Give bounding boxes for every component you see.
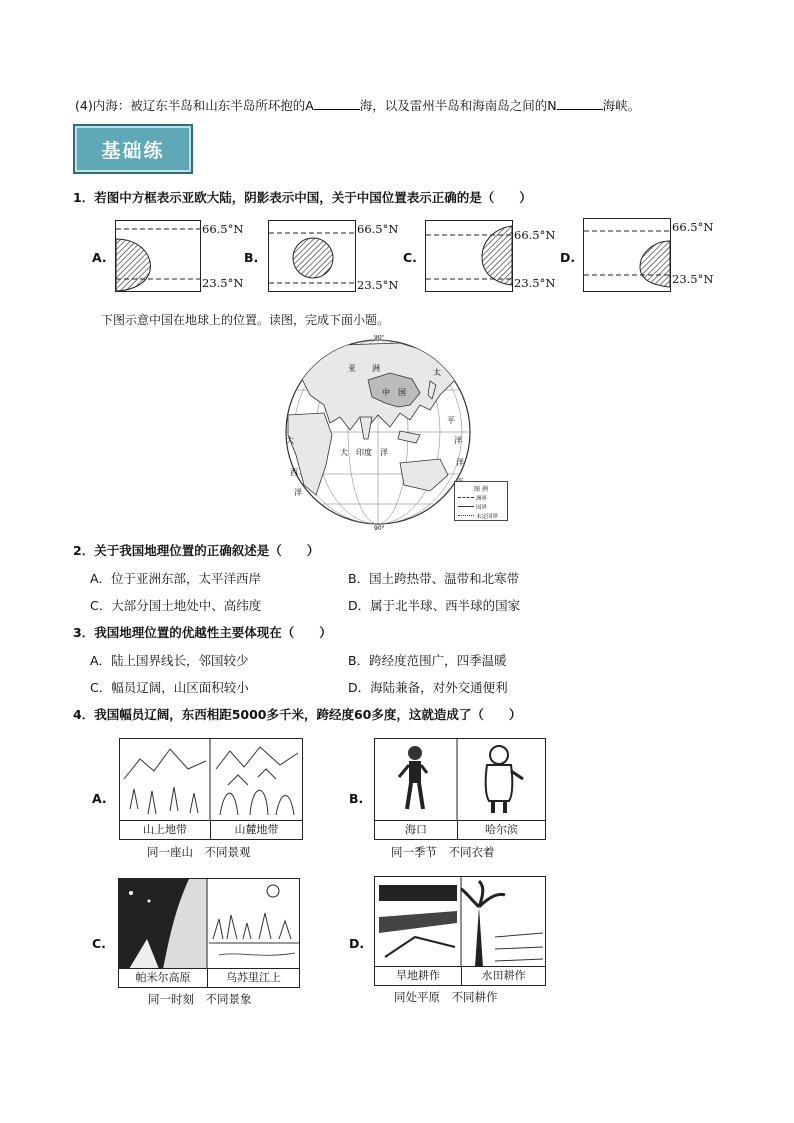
q4-b-drawing [375, 739, 545, 821]
globe-legend [454, 481, 508, 521]
q1-b-lat-low: 23.5°N [357, 278, 399, 292]
q3-option-d[interactable]: D．海陆兼备，对外交通便利 [348, 680, 508, 695]
q1-option-b-label: B. [244, 250, 259, 265]
q4-d-caption: 同处平原 不同耕作 [394, 990, 498, 1004]
section-tag-label: 基础练 [101, 140, 165, 162]
globe-lon-top: 90° [374, 335, 385, 341]
globe-east-a: 洋 [456, 458, 464, 467]
q4-b-caption: 同一季节 不同衣着 [391, 845, 495, 859]
q4-option-d-picture [374, 876, 546, 986]
map-intro: 下图示意中国在地球上的位置。读图，完成下面小题。 [101, 313, 390, 327]
q1-a-lat-low: 23.5°N [202, 276, 244, 290]
legend-title: 图 例 [474, 486, 488, 493]
legend-item-2 [458, 502, 507, 511]
q1-c-lat-high: 66.5°N [514, 228, 556, 242]
globe-indian-label: 大 印度 洋 [340, 448, 388, 457]
q1-option-d-figure [584, 219, 670, 291]
q4-d-right-label: 水田耕作 [462, 966, 545, 985]
legend-text-3: 未定国界 [476, 513, 499, 520]
globe-west-b: 西 [290, 468, 298, 477]
q4-option-b-picture [374, 738, 546, 840]
q1-option-a-label: A. [92, 250, 107, 265]
globe-west-a: 大 [286, 436, 294, 445]
q1-option-a-box [115, 220, 201, 292]
q1-option-a-figure [116, 221, 200, 291]
legend-text-1: 洲界 [476, 495, 488, 502]
intro-text-1: (4)内海：被辽东半岛和山东半岛所环抱的A [75, 98, 314, 113]
q4-d-drawing [375, 877, 545, 967]
q1-option-b-box [268, 220, 356, 292]
blank-n [557, 97, 603, 110]
q4-option-c-picture [118, 878, 300, 988]
q1-b-lat-high: 66.5°N [357, 222, 399, 236]
q2-stem: 2．关于我国地理位置的正确叙述是（ ） [73, 543, 320, 558]
q2-option-d[interactable]: D．属于北半球、西半球的国家 [348, 598, 521, 613]
q4-d-left-label: 旱地耕作 [375, 966, 462, 985]
q2-option-a[interactable]: A．位于亚洲东部，太平洋西岸 [90, 571, 262, 586]
intro-text-3: 海峡。 [602, 98, 641, 113]
blank-a [314, 97, 360, 110]
globe-lon-bottom: 90° [374, 525, 385, 530]
q3-stem: 3．我国地理位置的优越性主要体现在（ ） [73, 625, 332, 640]
section-tag [73, 124, 193, 174]
q3-option-c[interactable]: C．幅员辽阔，山区面积较小 [90, 680, 249, 695]
intro-line [75, 97, 640, 114]
globe-pacific-2: 平 [447, 416, 455, 425]
q4-a-right-label: 山麓地带 [211, 820, 302, 839]
q4-c-left-label: 帕米尔高原 [119, 968, 208, 987]
q4-a-caption: 同一座山 不同景观 [147, 845, 251, 859]
q3-option-a[interactable]: A．陆上国界线长，邻国较少 [90, 653, 249, 668]
q1-option-b-figure [269, 221, 355, 291]
q3-option-b[interactable]: B．跨经度范围广，四季温暖 [348, 653, 507, 668]
q4-a-drawing [120, 739, 302, 821]
q2-option-c[interactable]: C．大部分国土地处中、高纬度 [90, 598, 262, 613]
legend-symbol-3 [458, 515, 474, 516]
q1-option-c-box [425, 220, 513, 292]
q4-c-right-label: 乌苏里江上 [208, 968, 299, 987]
globe-pacific-3: 洋 [454, 436, 462, 445]
q1-a-lat-high: 66.5°N [202, 222, 244, 236]
q1-option-d-label: D. [560, 250, 576, 265]
q4-c-caption: 同一时刻 不同景象 [148, 992, 252, 1006]
q4-option-a-picture [119, 738, 303, 840]
q4-option-a-label[interactable]: A. [92, 791, 107, 806]
legend-symbol-1 [458, 497, 474, 498]
q4-c-drawing [119, 879, 299, 969]
legend-item-1 [458, 493, 507, 502]
q1-d-lat-low: 23.5°N [672, 272, 714, 286]
globe-pacific-1: 太 [433, 368, 441, 377]
q4-option-b-label[interactable]: B. [349, 791, 364, 806]
globe-asia-label: 亚 洲 [348, 364, 380, 373]
intro-text-2: 海，以及雷州半岛和海南岛之间的N [359, 98, 557, 113]
q1-option-d-box [583, 218, 671, 292]
q1-stem: 1．若图中方框表示亚欧大陆，阴影表示中国，关于中国位置表示正确的是（ ） [73, 190, 532, 205]
globe-china-label: 中 国 [382, 388, 406, 397]
q1-d-lat-high: 66.5°N [672, 220, 714, 234]
q2-option-b[interactable]: B．国土跨热带、温带和北寒带 [348, 571, 520, 586]
q4-a-left-label: 山上地带 [120, 820, 211, 839]
q4-stem: 4．我国幅员辽阔，东西相距5000多千米，跨经度60多度，这就造成了（ ） [73, 707, 522, 722]
q4-option-d-label[interactable]: D. [349, 936, 365, 951]
globe-west-c: 洋 [294, 488, 302, 497]
q1-option-c-label: C. [403, 250, 417, 265]
legend-text-2: 国界 [476, 504, 488, 511]
q4-b-left-label: 海口 [375, 820, 458, 839]
q4-option-c-label[interactable]: C. [92, 936, 106, 951]
legend-symbol-2 [458, 506, 474, 507]
legend-item-3 [458, 511, 507, 520]
q4-b-right-label: 哈尔滨 [458, 820, 545, 839]
q1-option-c-figure [426, 221, 512, 291]
q1-c-lat-low: 23.5°N [514, 276, 556, 290]
